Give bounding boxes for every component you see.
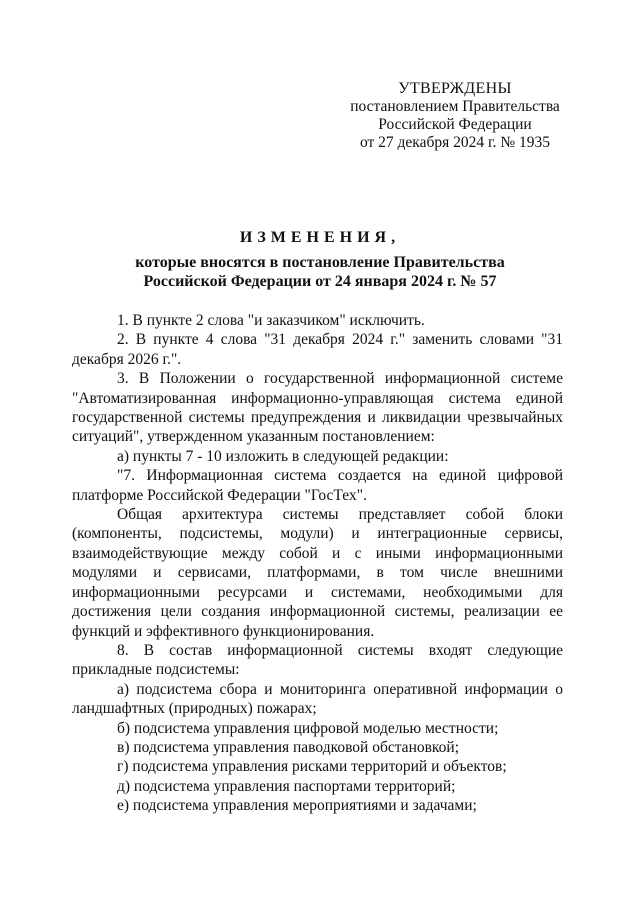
paragraph-3a: а) пункты 7 - 10 изложить в следующей редакции: — [117, 447, 449, 465]
paragraph-1: 1. В пункте 2 слова "и заказчиком" исключить. — [117, 312, 425, 329]
subsystem-d: д) подсистема управления паспортами территорий; — [117, 777, 456, 795]
paragraph-item-8: 8. В состав информационной системы входят следующие прикладные подсистемы: — [72, 641, 563, 679]
document-subtitle-line-2: Российской Федерации от 24 января 2024 г. № 57 — [143, 273, 497, 290]
document-heading — [0, 228, 640, 291]
paragraph-architecture: Общая архитектура системы представляет собой блоки (компоненты, подсистемы, модули) и интеграционные сервисы, взаимодействующие между собой и с иными информационными модулями и сервисами, платформами, в том числе внешними информационными ресурсами и системами, необходимыми для достижения цели создания информационной системы, реализации ее функций и эффективного функционирования. — [72, 506, 563, 640]
approval-line-2: Российской Федерации — [378, 116, 532, 133]
subsystem-v: в) подсистема управления паводковой обстановкой; — [117, 738, 460, 756]
document-subtitle-line-1: которые вносятся в постановление Правительства — [135, 254, 505, 271]
document-body — [72, 311, 563, 816]
document-title: ИЗМЕНЕНИЯ, — [239, 229, 401, 246]
approval-line-3: от 27 декабря 2024 г. № 1935 — [359, 134, 551, 151]
subsystem-g: г) подсистема управления рисками территорий и объектов; — [117, 758, 507, 776]
subsystem-a: а) подсистема сбора и мониторинга оперативной информации о ландшафтных (природных) пожарах; — [72, 680, 563, 718]
paragraph-item-7: "7. Информационная система создается на единой цифровой платформе Российской Федерации "ГосТех". — [72, 467, 563, 504]
subsystem-e: е) подсистема управления мероприятиями и задачами; — [117, 797, 477, 815]
subsystem-b: б) подсистема управления цифровой моделью местности; — [117, 719, 499, 737]
paragraph-2: 2. В пункте 4 слова "31 декабря 2024 г." заменить словами "31 декабря 2026 г.". — [72, 331, 563, 368]
approval-line-1: постановлением Правительства — [350, 98, 560, 115]
approved-label: УТВЕРЖДЕНЫ — [398, 80, 512, 97]
paragraph-3: 3. В Положении о государственной информационной системе "Автоматизированная информационно-управляющая система единой государственной системы предупреждения и ликвидации чрезвычайных ситуаций", утвержденном указанным постановлением: — [72, 370, 563, 446]
approval-stamp — [330, 80, 580, 152]
